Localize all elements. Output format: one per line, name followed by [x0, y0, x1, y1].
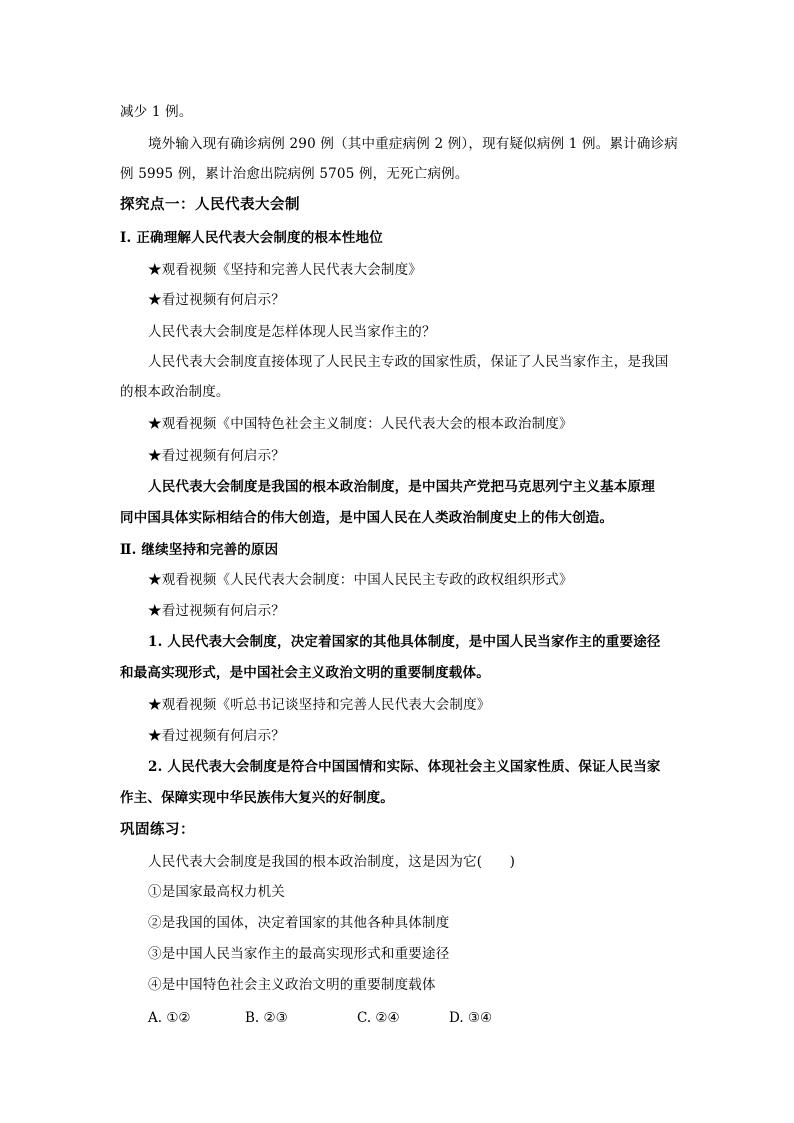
paragraph-line: 例 5995 例，累计治愈出院病例 5705 例，无死亡病例。 — [120, 166, 469, 182]
paragraph-line: 境外输入现有确诊病例 290 例（其中重症病例 2 例），现有疑似病例 1 例。累计确诊病 — [148, 136, 678, 152]
answer-option-d: D. ③④ — [449, 1010, 493, 1026]
statement-item: ①是国家最高权力机关 — [148, 884, 285, 900]
paragraph-line: 人民代表大会制度是怎样体现人民当家作主的？ — [148, 324, 436, 340]
paragraph-line: 2. 人民代表大会制度是符合中国国情和实际、体现社会主义国家性质、保证人民当家 — [148, 759, 661, 775]
section-heading: 巩固练习： — [120, 821, 195, 838]
subsection-heading: Ⅰ. 正确理解人民代表大会制度的根本性地位 — [120, 230, 383, 246]
answer-option-b: B. ②③ — [245, 1010, 288, 1026]
paragraph-line: ★看过视频有何启示？ — [148, 728, 285, 744]
subsection-heading: Ⅱ. 继续坚持和完善的原因 — [120, 542, 279, 558]
paragraph-line: ★看过视频有何启示？ — [148, 448, 285, 464]
paragraph-line: ★观看视频《坚持和完善人民代表大会制度》 — [148, 262, 422, 278]
paragraph-line: 人民代表大会制度是我国的根本政治制度，是中国共产党把马克思列宁主义基本原理 — [148, 479, 655, 495]
answer-option-a: A. ①② — [148, 1010, 191, 1026]
paragraph-line: ★看过视频有何启示？ — [148, 603, 285, 619]
paragraph-line: 和最高实现形式，是中国社会主义政治文明的重要制度载体。 — [120, 665, 490, 681]
paragraph-line: 作主、保障实现中华民族伟大复兴的好制度。 — [120, 790, 394, 806]
answer-option-c: C. ②④ — [357, 1010, 400, 1026]
paragraph-line: 减少 1 例。 — [120, 104, 193, 120]
paragraph-line: ★观看视频《中国特色社会主义制度：人民代表大会的根本政治制度》 — [148, 416, 573, 432]
statement-item: ②是我国的国体，决定着国家的其他各种具体制度 — [148, 915, 450, 931]
paragraph-line: ★观看视频《人民代表大会制度：中国人民民主专政的政权组织形式》 — [148, 572, 573, 588]
section-heading: 探究点一：人民代表大会制 — [120, 196, 300, 213]
paragraph-line: ★看过视频有何启示？ — [148, 292, 285, 308]
paragraph-line: 同中国具体实际相结合的伟大创造，是中国人民在人类政治制度史上的伟大创造。 — [120, 510, 614, 526]
question-stem: 人民代表大会制度是我国的根本政治制度，这是因为它( ) — [148, 854, 516, 870]
paragraph-line: 1. 人民代表大会制度，决定着国家的其他具体制度，是中国人民当家作主的重要途径 — [148, 634, 661, 650]
paragraph-line: 人民代表大会制度直接体现了人民民主专政的国家性质，保证了人民当家作主，是我国 — [148, 354, 669, 370]
paragraph-line: ★观看视频《听总书记谈坚持和完善人民代表大会制度》 — [148, 697, 491, 713]
statement-item: ④是中国特色社会主义政治文明的重要制度载体 — [148, 977, 436, 993]
statement-item: ③是中国人民当家作主的最高实现形式和重要途径 — [148, 946, 450, 962]
paragraph-line: 的根本政治制度。 — [120, 384, 230, 400]
